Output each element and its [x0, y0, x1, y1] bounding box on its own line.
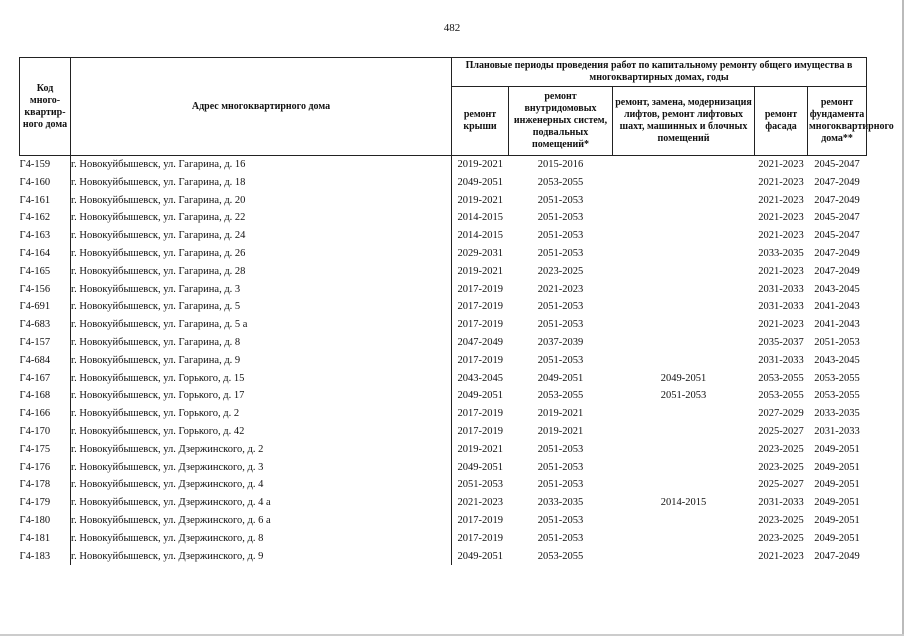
cell-systems: 2019-2021 [537, 408, 584, 420]
cell-facade: 2031-2033 [758, 354, 804, 366]
cell-code: Г4-157 [20, 334, 71, 352]
cell-address: г. Новокуйбышевск, ул. Дзержинского, д. 8 [71, 530, 452, 548]
cell-code: Г4-684 [20, 352, 71, 370]
cell-elevators [613, 512, 755, 530]
cell-facade: 2021-2023 [758, 319, 804, 331]
cell-facade: 2027-2029 [758, 408, 804, 420]
table-row [20, 512, 867, 530]
cell-code: Г4-160 [20, 174, 71, 192]
cell-foundation: 2053-2055 [814, 372, 860, 384]
cell-address: г. Новокуйбышевск, ул. Горького, д. 2 [71, 405, 452, 423]
table-row [20, 334, 867, 352]
cell-address: г. Новокуйбышевск, ул. Гагарина, д. 20 [71, 192, 452, 210]
cell-facade: 2023-2025 [758, 514, 804, 526]
cell-facade: 2031-2033 [758, 283, 804, 295]
cell-facade: 2053-2055 [758, 390, 804, 402]
table-row [20, 476, 867, 494]
cell-foundation: 2049-2051 [814, 479, 860, 491]
cell-foundation: 2043-2045 [814, 283, 860, 295]
cell-foundation: 2047-2049 [814, 176, 860, 188]
cell-address: г. Новокуйбышевск, ул. Дзержинского, д. 4 [71, 476, 452, 494]
cell-address: г. Новокуйбышевск, ул. Гагарина, д. 26 [71, 245, 452, 263]
cell-address: г. Новокуйбышевск, ул. Дзержинского, д. 9 [71, 548, 452, 566]
cell-address: г. Новокуйбышевск, ул. Гагарина, д. 22 [71, 209, 452, 227]
cell-systems: 2051-2053 [537, 354, 584, 366]
table-row [20, 298, 867, 316]
cell-code: Г4-167 [20, 370, 71, 388]
cell-elevators [613, 298, 755, 316]
cell-roof: 2049-2051 [457, 176, 503, 188]
cell-roof: 2019-2021 [457, 194, 503, 206]
cell-facade: 2031-2033 [758, 301, 804, 313]
cell-elevators [613, 263, 755, 281]
table-row [20, 352, 867, 370]
cell-code: Г4-178 [20, 476, 71, 494]
cell-facade: 2021-2023 [758, 550, 804, 562]
cell-address: г. Новокуйбышевск, ул. Дзержинского, д. 3 [71, 459, 452, 477]
cell-foundation: 2033-2035 [814, 408, 860, 420]
cell-address: г. Новокуйбышевск, ул. Горького, д. 17 [71, 387, 452, 405]
cell-roof: 2017-2019 [457, 283, 503, 295]
cell-roof: 2019-2021 [457, 443, 503, 455]
cell-facade: 2023-2025 [758, 461, 804, 473]
cell-roof: 2017-2019 [457, 301, 503, 313]
cell-roof: 2049-2051 [457, 550, 503, 562]
cell-systems: 2053-2055 [537, 550, 584, 562]
cell-facade: 2053-2055 [758, 372, 804, 384]
cell-elevators [613, 281, 755, 299]
header-elevators: ремонт, замена, модернизация лифтов, ремонт лифтовых шахт, машинных и блочных помещений [613, 87, 755, 156]
cell-elevators [613, 192, 755, 210]
cell-systems: 2051-2053 [537, 532, 584, 544]
table-row [20, 192, 867, 210]
table-row [20, 316, 867, 334]
cell-code: Г4-162 [20, 209, 71, 227]
table-row [20, 459, 867, 477]
cell-address: г. Новокуйбышевск, ул. Гагарина, д. 5 [71, 298, 452, 316]
cell-code: Г4-683 [20, 316, 71, 334]
cell-address: г. Новокуйбышевск, ул. Гагарина, д. 3 [71, 281, 452, 299]
cell-foundation: 2045-2047 [814, 230, 860, 242]
table-row [20, 423, 867, 441]
table-row [20, 530, 867, 548]
cell-foundation: 2049-2051 [814, 461, 860, 473]
cell-foundation: 2049-2051 [814, 497, 860, 509]
cell-elevators [613, 405, 755, 423]
cell-elevators [613, 209, 755, 227]
cell-code: Г4-159 [20, 156, 71, 174]
cell-address: г. Новокуйбышевск, ул. Дзержинского, д. 2 [71, 441, 452, 459]
cell-code: Г4-165 [20, 263, 71, 281]
cell-systems: 2051-2053 [537, 319, 584, 331]
table-row [20, 263, 867, 281]
cell-address: г. Новокуйбышевск, ул. Горького, д. 42 [71, 423, 452, 441]
cell-address: г. Новокуйбышевск, ул. Горького, д. 15 [71, 370, 452, 388]
table-row [20, 174, 867, 192]
cell-roof: 2017-2019 [457, 319, 503, 331]
table-row [20, 405, 867, 423]
cell-facade: 2023-2025 [758, 443, 804, 455]
cell-elevators [613, 227, 755, 245]
cell-foundation: 2051-2053 [814, 336, 860, 348]
cell-foundation: 2045-2047 [808, 156, 867, 174]
cell-elevators: 2049-2051 [660, 372, 707, 384]
cell-address: г. Новокуйбышевск, ул. Гагарина, д. 24 [71, 227, 452, 245]
table-row [20, 370, 867, 388]
header-group: Плановые периоды проведения работ по капитальному ремонту общего имущества в многоквартирных домах, годы [452, 58, 867, 87]
cell-systems: 2033-2035 [537, 497, 584, 509]
cell-foundation: 2047-2049 [814, 194, 860, 206]
cell-address: г. Новокуйбышевск, ул. Гагарина, д. 28 [71, 263, 452, 281]
header-address: Адрес многоквартирного дома [71, 58, 452, 156]
page-number: 482 [443, 22, 461, 34]
table-row [20, 209, 867, 227]
cell-systems: 2051-2053 [537, 461, 584, 473]
cell-facade: 2021-2023 [758, 212, 804, 224]
cell-elevators: 2014-2015 [660, 497, 707, 509]
cell-roof: 2049-2051 [457, 461, 503, 473]
cell-code: Г4-168 [20, 387, 71, 405]
cell-systems: 2049-2051 [537, 372, 584, 384]
cell-code: Г4-176 [20, 459, 71, 477]
cell-systems: 2051-2053 [537, 443, 584, 455]
cell-roof: 2049-2051 [457, 390, 503, 402]
cell-code: Г4-181 [20, 530, 71, 548]
cell-foundation: 2049-2051 [814, 514, 860, 526]
cell-systems: 2021-2023 [537, 283, 584, 295]
cell-foundation: 2049-2051 [814, 443, 860, 455]
cell-elevators [613, 530, 755, 548]
cell-foundation: 2047-2049 [814, 265, 860, 277]
cell-elevators [613, 334, 755, 352]
cell-facade: 2021-2023 [758, 265, 804, 277]
cell-roof: 2019-2021 [457, 265, 503, 277]
cell-roof: 2017-2019 [457, 425, 503, 437]
cell-roof: 2017-2019 [457, 514, 503, 526]
cell-roof: 2019-2021 [452, 156, 509, 174]
cell-elevators [613, 245, 755, 263]
cell-systems: 2051-2053 [537, 301, 584, 313]
cell-roof: 2017-2019 [457, 408, 503, 420]
cell-roof: 2043-2045 [457, 372, 503, 384]
cell-code: Г4-180 [20, 512, 71, 530]
cell-roof: 2014-2015 [457, 212, 503, 224]
cell-address: г. Новокуйбышевск, ул. Дзержинского, д. 4 а [71, 494, 452, 512]
cell-elevators [613, 476, 755, 494]
cell-elevators [613, 352, 755, 370]
cell-facade: 2021-2023 [758, 176, 804, 188]
cell-systems: 2037-2039 [537, 336, 584, 348]
cell-address: г. Новокуйбышевск, ул. Гагарина, д. 5 а [71, 316, 452, 334]
cell-roof: 2051-2053 [457, 479, 503, 491]
cell-foundation: 2041-2043 [814, 319, 860, 331]
cell-facade: 2021-2023 [758, 230, 804, 242]
header-roof: ремонт крыши [452, 87, 509, 156]
cell-facade: 2025-2027 [758, 425, 804, 437]
cell-code: Г4-163 [20, 227, 71, 245]
cell-foundation: 2047-2049 [814, 247, 860, 259]
table-row [20, 281, 867, 299]
table-row [20, 227, 867, 245]
cell-foundation: 2043-2045 [814, 354, 860, 366]
cell-facade: 2021-2023 [755, 156, 808, 174]
cell-facade: 2023-2025 [758, 532, 804, 544]
cell-elevators [613, 156, 755, 174]
cell-elevators [613, 174, 755, 192]
cell-code: Г4-691 [20, 298, 71, 316]
cell-facade: 2021-2023 [758, 194, 804, 206]
cell-foundation: 2045-2047 [814, 212, 860, 224]
cell-facade: 2033-2035 [758, 247, 804, 259]
header-foundation: ремонт фундамента многоквартирного дома** [808, 87, 867, 156]
cell-foundation: 2041-2043 [814, 301, 860, 313]
cell-code: Г4-170 [20, 423, 71, 441]
cell-systems: 2051-2053 [537, 514, 584, 526]
table-row [20, 441, 867, 459]
header-code: Код много-квартир-ного дома [20, 58, 71, 156]
table-body [20, 156, 867, 566]
cell-systems: 2051-2053 [537, 247, 584, 259]
cell-elevators [613, 548, 755, 566]
cell-systems: 2053-2055 [537, 176, 584, 188]
cell-roof: 2047-2049 [457, 336, 503, 348]
cell-address: г. Новокуйбышевск, ул. Гагарина, д. 8 [71, 334, 452, 352]
cell-code: Г4-164 [20, 245, 71, 263]
cell-systems: 2051-2053 [537, 212, 584, 224]
cell-systems: 2051-2053 [537, 230, 584, 242]
cell-systems: 2015-2016 [509, 156, 613, 174]
table-row [20, 494, 867, 512]
table-row [20, 156, 867, 174]
cell-address: г. Новокуйбышевск, ул. Дзержинского, д. 6 а [71, 512, 452, 530]
cell-foundation: 2031-2033 [814, 425, 860, 437]
header-systems: ремонт внутридомовых инженерных систем, подвальных помещений* [509, 87, 613, 156]
cell-elevators: 2051-2053 [660, 390, 707, 402]
table-row [20, 245, 867, 263]
cell-roof: 2014-2015 [457, 230, 503, 242]
cell-systems: 2053-2055 [537, 390, 584, 402]
cell-code: Г4-166 [20, 405, 71, 423]
repair-schedule-table [19, 57, 894, 565]
cell-facade: 2035-2037 [758, 336, 804, 348]
cell-code: Г4-183 [20, 548, 71, 566]
cell-foundation: 2047-2049 [814, 550, 860, 562]
cell-address: г. Новокуйбышевск, ул. Гагарина, д. 9 [71, 352, 452, 370]
cell-elevators [613, 316, 755, 334]
cell-facade: 2031-2033 [758, 497, 804, 509]
cell-roof: 2029-2031 [457, 247, 503, 259]
cell-roof: 2017-2019 [457, 354, 503, 366]
cell-address: г. Новокуйбышевск, ул. Гагарина, д. 18 [71, 174, 452, 192]
cell-systems: 2019-2021 [537, 425, 584, 437]
cell-code: Г4-156 [20, 281, 71, 299]
cell-address: г. Новокуйбышевск, ул. Гагарина, д. 16 [71, 156, 452, 174]
table-row [20, 548, 867, 566]
cell-systems: 2023-2025 [537, 265, 584, 277]
cell-roof: 2017-2019 [457, 532, 503, 544]
cell-foundation: 2049-2051 [814, 532, 860, 544]
cell-systems: 2051-2053 [537, 194, 584, 206]
cell-roof: 2021-2023 [457, 497, 503, 509]
table-row [20, 387, 867, 405]
cell-foundation: 2053-2055 [814, 390, 860, 402]
cell-elevators [613, 423, 755, 441]
cell-elevators [613, 459, 755, 477]
header-facade: ремонт фасада [755, 87, 808, 156]
cell-facade: 2025-2027 [758, 479, 804, 491]
cell-code: Г4-161 [20, 192, 71, 210]
cell-systems: 2051-2053 [537, 479, 584, 491]
cell-code: Г4-175 [20, 441, 71, 459]
cell-code: Г4-179 [20, 494, 71, 512]
cell-elevators [613, 441, 755, 459]
